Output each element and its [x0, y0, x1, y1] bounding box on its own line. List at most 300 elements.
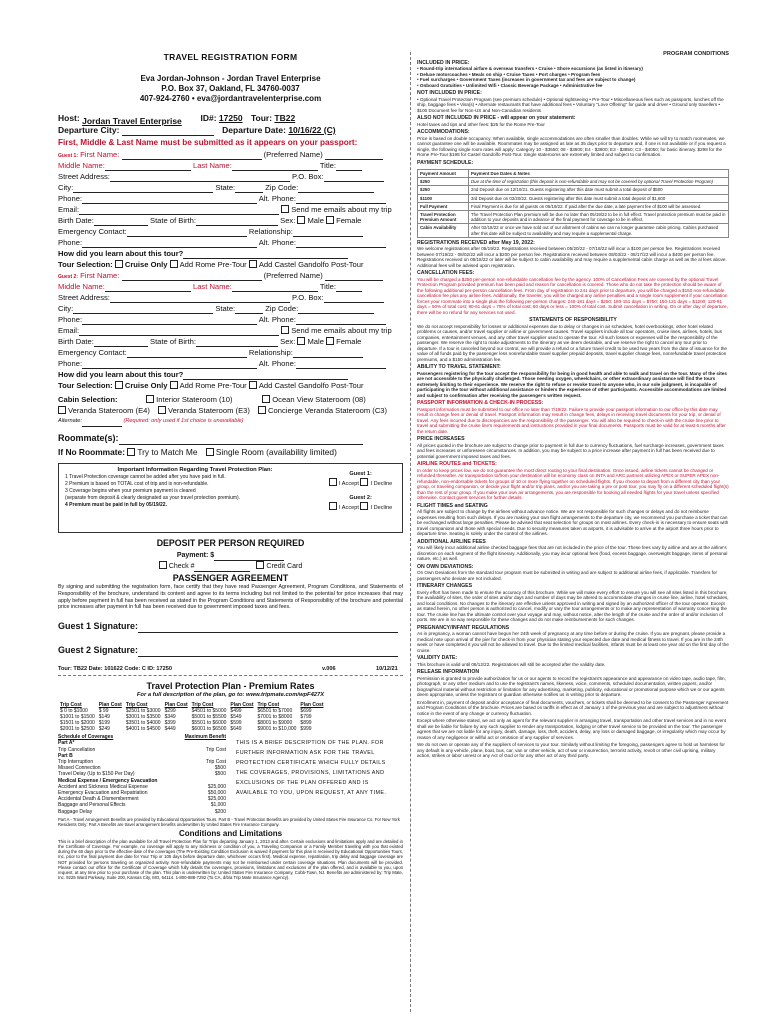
guest-1-male-label: Male	[307, 216, 324, 225]
guest-1-emergency-row	[58, 226, 403, 237]
guest-1-birth-label: Birth Date:	[58, 216, 94, 225]
departure-date-value: 10/16/22 (C)	[288, 125, 336, 135]
departure-date-label: Departure Date:	[222, 125, 286, 135]
table-row	[418, 202, 729, 210]
tp-guest-2-accept-checkbox[interactable]	[329, 502, 337, 510]
flight-times-heading: FLIGHT TIMES and SEATING	[417, 502, 488, 509]
guest-2-emergency-label: Emergency Contact:	[58, 348, 127, 357]
schedule-value: $25,000	[207, 796, 226, 803]
guest-2-birth-field[interactable]	[94, 337, 148, 347]
cabin-row-2	[58, 405, 403, 416]
airline-routes-heading: AIRLINE ROUTES and TICKETS:	[417, 461, 497, 468]
guest-2-middle-row	[58, 281, 403, 292]
plan-col-2-h1: Trip Cost	[125, 702, 148, 709]
plan-col-4-h2: Plan Cost	[300, 702, 324, 709]
guest-1-send-emails-checkbox[interactable]	[281, 205, 289, 213]
guest-2-middle-field[interactable]	[105, 282, 191, 292]
guest-2-male-label: Male	[307, 337, 324, 346]
plan-col-4	[255, 702, 325, 732]
guest-1-phone2-label: Phone:	[58, 238, 83, 247]
tour-label: Tour:	[250, 113, 273, 123]
schedule-label: Part A*	[58, 740, 75, 747]
plan-col-3-h2: Plan Cost	[230, 702, 254, 709]
alternate-row	[58, 416, 403, 427]
guest-1-pobox-field[interactable]	[324, 172, 384, 182]
guest-1-alt-phone-label: Alt. Phone:	[258, 194, 296, 203]
plan-title: Travel Protection Plan - Premium Rates	[146, 681, 315, 692]
guest-2-alt-phone-field[interactable]	[296, 315, 386, 325]
cancellation-text: You will be charged a $250 per-person non-refundable cancellation fee by the agency. 100% of Cancellation Fees are covered by the optional Travel Protection Program provided premium has been paid and reason for cancellation is covered. Those who do not take the protection should be aware of the following additional per-person cancellation fees. From day of registration to 241 days prior to departure, you will be charged a $150 non-refundable cancellation fee plus any airline fees. Additionally, the traveler, you will be charged any airline penalties and a single room supplement if your cancellation forces your roommate into a single plus the following per-person charges: 240-181 days = $250; 180-151 days = $750; 150-121 days = $1200; 120-91 days = 50% of total cost; 90-61 days = 75% of total cost; 60 days or less = 100% of total cost. Submit cancellation in writing. On or after day of departure, there will be no refund for any services not used.	[417, 276, 728, 315]
cabin-veranda-e3-label: Veranda Stateroom (E3)	[168, 406, 250, 415]
accommodations-heading: ACCOMMODATIONS:	[417, 129, 470, 135]
passport-notice: First, Middle & Last Name must be submitted as it appears on your passport:	[58, 138, 358, 147]
cabin-interior-checkbox[interactable]	[146, 395, 154, 403]
guest-1-zip-field[interactable]	[298, 183, 374, 193]
signature-1-field[interactable]	[138, 623, 398, 633]
guest-2-city-row	[58, 303, 403, 314]
included-line-2: • Deluxe motorcoaches • Meals on ship • Cruise Taxes • Port charges • Program fees	[417, 71, 601, 77]
guest-1-email-label: Email:	[58, 205, 80, 214]
try-match-label: Try to Match Me	[137, 447, 198, 457]
schedule-label: Accidental Death & Dismemberment	[58, 796, 139, 803]
plan-c1-r3b: $199	[98, 720, 110, 727]
guest-1-birth-field[interactable]	[94, 216, 148, 226]
host-value: Jordan Travel Enterprise	[82, 116, 182, 126]
plan-c4-r1a: $6501 to $7000	[257, 708, 293, 715]
guest-2-alt-phone2-field[interactable]	[296, 359, 386, 369]
plan-col-3-h1: Trip Cost	[191, 702, 214, 709]
own-deviations-heading: ON OWN DEVIATIONS:	[417, 563, 474, 570]
schedule-label: Accident and Sickness Medical Expense	[58, 783, 148, 790]
roommate-row	[58, 431, 403, 445]
guest-2-first-name-label: First Name:	[80, 271, 120, 280]
responsibility-heading: STATEMENTS OF RESPONSIBILITY	[529, 317, 617, 324]
guest-1-city-field[interactable]	[73, 183, 213, 193]
company-contact: 407-924-2760 • eva@jordantravelenterprise.com	[139, 94, 322, 103]
guest-1-alt-phone2-field[interactable]	[296, 238, 386, 248]
pay-note: The Travel Protection Plan premium will be due no later than 05/19/22 to be in full effect. Travel protection premium must be paid in addition to your deposits and in advance of the final payment for coverage to be in effect.	[469, 211, 729, 224]
guest-2-street-field[interactable]	[110, 293, 290, 303]
accommodations-text: Price is based on double occupancy. When available, single accommodations are often smaller than doubles. While we will try to match roommates, we cannot guarantee one will be available. Roommates may be assigned as late as 35 days prior to departure and, if one is not available or if you request a single, the following single room rates will apply: Category 10 - $3550; 08 - $3600; E4 - $3800; E3 - $3850; C3 - $4050; for basic itinerary. $298 for the Rome Pre-Tour $198 for Castel Gandolfo Post-Tour. Single staterooms are extremely limited and subject to confirmation.	[417, 135, 726, 157]
guest-1-how-label: How did you learn about this tour?	[58, 249, 184, 258]
roommate-label: Roommate(s):	[58, 433, 119, 443]
plan-c1-r3a: $1501 to $2000	[60, 720, 95, 727]
guest-2-state-field[interactable]	[235, 304, 263, 314]
plan-c3-r1a: $4501 to $5000	[191, 708, 227, 715]
plan-subtitle: For a full description of the plan, go to: www.tripmate.com/wpF427X	[136, 692, 325, 699]
table-row	[418, 186, 729, 194]
passport-text: Passport information must be submitted to our office no later than 7/19/22. Failure to provide your passport information to our office by this date may result in change fees or denial of travel. Passport information may result in change fees, delays in receiving travel documents for your trip, or denial of travel. Any fees incurred due to discrepancies are the responsibility of the passenger. You will also be required to check-in with the cruise line prior to travel and submitting the cruise line's requirements and instructions provided in your final documents. Passports must be valid for at least 6 months after the return date.	[417, 406, 726, 434]
schedule-label: Emergency Evacuation and Repatriation	[58, 790, 148, 797]
guest-2-birth-row	[58, 336, 403, 347]
guest-1-middle-row	[58, 160, 403, 171]
guest-1-alt-phone-field[interactable]	[296, 194, 386, 204]
tp-choices	[329, 470, 392, 512]
guest-1-preferred-label: (Preferred Name)	[263, 150, 323, 159]
guest-2-relationship-field[interactable]	[293, 348, 363, 358]
guest-2-city-field[interactable]	[73, 304, 213, 314]
plan-c3-r4a: $6001 to $6500	[191, 726, 227, 733]
company-name: Eva Jordan-Johnson - Jordan Travel Enterprise	[140, 74, 321, 83]
guest-2-emergency-field[interactable]	[127, 348, 247, 358]
tp-item-3b: (separate from deposit & clearly designated as your travel protection premium).	[65, 495, 241, 501]
guest-1-alt-phone2-label: Alt. Phone:	[258, 238, 296, 247]
tp-guest-1-label: Guest 1:	[349, 471, 372, 477]
plan-c1-r1b: $ 99	[98, 708, 109, 715]
plan-c1-r2b: $149	[98, 714, 110, 721]
departure-city-label: Departure City:	[58, 125, 120, 135]
plan-c4-r4b: $999	[300, 726, 312, 733]
schedule-value: Trip Cost	[205, 759, 226, 765]
guest-2-state-label: State:	[215, 304, 236, 313]
included-line-3: • Fuel surcharges • Government Taxes (increases in government tax and fees are subject to change)	[417, 77, 636, 82]
cabin-concierge-label: Concierge Veranda Stateroom (C3)	[268, 406, 388, 415]
alternate-field[interactable]	[82, 420, 122, 427]
plan-col-2-h2: Plan Cost	[164, 702, 188, 709]
schedule-label: Trip Interruption	[58, 759, 94, 765]
schedule-label: Travel Delay (Up to $150 Per Day)	[58, 771, 135, 778]
signature-1-label: Guest 1 Signature:	[58, 621, 139, 632]
passport-heading: PASSPORT INFORMATION & CHECK-IN PROCESS:	[417, 400, 544, 407]
guest-1-title-label: Title:	[319, 161, 336, 170]
form-footer	[58, 665, 403, 673]
guest-1-send-emails-label: Send me emails about my trip	[291, 205, 392, 214]
guest-1-relationship-field[interactable]	[293, 227, 363, 237]
plan-c3-r4b: $649	[230, 726, 242, 733]
guest-2-last-field[interactable]	[232, 282, 318, 292]
if-no-roommate-row	[58, 445, 403, 459]
guest-2-state-birth-label: State of Birth:	[150, 337, 197, 346]
guest-1-heading: Guest 1:	[58, 153, 79, 159]
guest-2-email-field[interactable]	[79, 326, 279, 336]
roommate-field[interactable]	[119, 435, 363, 445]
guest-2-zip-label: Zip Code:	[265, 304, 299, 313]
tp-item-1: 1 Travel Protection coverage cannot be added after you have paid in full.	[65, 474, 226, 480]
plan-c1-r1a: $ 0 to $1000	[60, 708, 88, 715]
guest-2-how-field[interactable]	[183, 370, 348, 380]
pay-note: Due at the time of registration (this deposit is non-refundable and may not be covered by optional Travel Protection Program)	[469, 178, 729, 186]
single-room-checkbox[interactable]	[206, 448, 214, 456]
guest-1-cruise-only-checkbox[interactable]	[115, 260, 123, 268]
last-text: We do not own or operate any of the suppliers of services to your tour. Similarly without limiting the foregoing, passengers agree to hold us harmless for any default in any vehicle, plane, boat, bus, car, van or other vehicle, act of war or insurrection, terrorist activity, revolt or other civil uprising, military action, strikes or labor unrest or any Act of God or for any other act of any third party.	[417, 742, 725, 759]
agreement-text: By signing and submitting the registration form, face certify that they have read Passenger Agreement, Program Conditions, and Statements of Responsibility of the brochure, understand its content and agree to its terms including but not limited to the potential for price increases that may apply before payment in full has been received as stated in the Program Conditions and Statements of Responsibility of the brochure and potential price increases after payment in full has been received due to government imposed taxes and fees.	[58, 584, 403, 611]
guest-1-male-checkbox[interactable]	[297, 216, 305, 224]
plan-c2-r1b: $299	[164, 708, 176, 715]
itinerary-changes-text: Every effort has been made to ensure the accuracy of this brochure. While we will make every effort to ensure you will see all sites listed in this brochure, the availability of sites, the order of sites and/or days and number of days may be altered to accommodate changes in cruise line, airline, hotel schedules, and local conditions. No changes to the itinerary are effective unless approved in writing and signed by an authorized officer of the tour operator. Except as stated herein, no other person is authorized to cancel, modify or vary the tour arrangements or to make any representation of warranty concerning the tour. The cruise line has the ultimate control over your voyage and may, without notice, alter the length of the cruise and the order of and/or inclusion of ports. We are in no way responsible for these changes and do not make reimbursements for such changes.	[417, 589, 729, 623]
guest-2-how-row	[58, 369, 403, 380]
tp-box-items	[65, 474, 325, 509]
included-heading: INCLUDED IN PRICE:	[417, 59, 470, 66]
guest-2-alt-phone-label: Alt. Phone:	[258, 315, 296, 324]
guest-2-male-checkbox[interactable]	[297, 337, 305, 345]
guest-1-rome-checkbox[interactable]	[170, 260, 178, 268]
itinerary-changes-heading: ITINERARY CHANGES	[417, 583, 473, 590]
schedule-value: $200	[214, 808, 226, 815]
guest-2-phone-field[interactable]	[82, 315, 257, 325]
guest-1-city-label: City:	[58, 183, 74, 192]
guest-1-emergency-label: Emergency Contact:	[58, 227, 127, 236]
cabin-veranda-e3-checkbox[interactable]	[158, 406, 166, 414]
try-match-checkbox[interactable]	[127, 448, 135, 456]
check-number-field[interactable]	[194, 562, 250, 572]
airline-fees-text: You will likely incur additional airline checked baggage fees that are not included in the price of the tour. These fees vary by airline and are at the airline's discretion on each segment of the flight itinerary. Additionally, you may incur optional fees (food, excess baggage, overweight baggage, items of personal nature, etc.) as well.	[417, 545, 728, 562]
payment-schedule-table	[417, 169, 729, 238]
pay-note: 3rd Deposit due on 03/20/22. Guests registering after this date must submit a total deposit of $1,600	[469, 194, 729, 202]
guest-2-send-emails-checkbox[interactable]	[281, 326, 289, 334]
guest-2-phone-label: Phone:	[58, 315, 83, 324]
pay-amount: $1100	[418, 194, 469, 202]
guest-2-sex-label: Sex:	[280, 337, 296, 346]
signature-2-field[interactable]	[138, 647, 398, 657]
airline-routes-text: In order to keep prices low, we do not guarantee the most direct routing to your final destination. Once issued, airline tickets cannot be changed or refunded thereafter. Air transportation to/from your destination will be economy class on INTA and ARC partners utilizing APEX or SUPER APEX non-refundable, non-endorsable tickets for groups of 10 or more flying together on scheduled flights. If you choose to depart from a different city than your group, or traveling companion, or decide your flight and/or trip plans, and/or you are taking a pre or post tour, you may fly on a different scheduled flight(s) than the rest of your group. If you make your own air arrangements, you are responsible for booking all needed flights for your travel unless specified otherwise. Contact guest services for further details.	[417, 467, 729, 501]
table-row	[418, 170, 729, 178]
release-text: Permission is granted to provide authorization for us or our agents to record the registrant's appearance and appearance on video tape, audio tape, film, photograph, or any other medium and to use the registrant's names, likeness, voice, comments, scheduled documentation, written papers, and/or biographical material without restriction or limitation for any advertising, marketing, publicity, educational or promotional purpose which we or our agents deem appropriate, unless the registrant or guardian otherwise notifies us in writing prior to departure.	[417, 675, 726, 698]
plan-c3-r2b: $549	[230, 714, 242, 721]
included-line-4: • Onboard Gratuities • Unlimited Wifi • Classic Beverage Package • Administrative fee	[417, 82, 603, 88]
plan-col-2	[124, 702, 190, 732]
guest-1-emergency-field[interactable]	[127, 227, 247, 237]
deposit-title: DEPOSIT PER PERSON REQUIRED	[156, 538, 305, 548]
guest-1-phone-field[interactable]	[82, 194, 257, 204]
cabin-row-1	[58, 394, 403, 405]
guest-2-title-field[interactable]	[336, 282, 362, 292]
plan-c3-r2a: $5001 to $5500	[191, 714, 227, 721]
guest-2-phone2-field[interactable]	[82, 359, 257, 369]
signature-2-label: Guest 2 Signature:	[58, 645, 139, 656]
payment-schedule-heading: PAYMENT SCHEDULE:	[417, 159, 474, 166]
cabin-ocean-label: Ocean View Stateroom (08)	[272, 395, 366, 404]
guest-1-block	[58, 149, 403, 270]
tp-guest-1-accept: I Accept	[339, 481, 359, 487]
guest-2-block	[58, 270, 403, 391]
registrations-heading: REGISTRATIONS RECEIVED after May 19, 2022:	[417, 239, 535, 246]
if-no-roommate-label: If No Roommate:	[58, 447, 125, 457]
release-heading: RELEASE INFORMATION	[417, 669, 480, 676]
tp-guest-1-accept-checkbox[interactable]	[329, 478, 337, 486]
guest-1-phone-label: Phone:	[58, 194, 83, 203]
schedule-list	[58, 734, 226, 815]
conditions-title: Conditions and Limitations	[178, 828, 283, 838]
guest-1-castel-label: Add Castel Gandolfo Post-Tour	[258, 260, 364, 269]
guest-2-phone2-label: Phone:	[58, 359, 83, 368]
guest-2-female-label: Female	[336, 337, 362, 346]
guest-1-first-name-field[interactable]	[122, 150, 262, 160]
guest-1-title-field[interactable]	[336, 161, 362, 171]
payment-row	[58, 550, 403, 561]
guest-1-state-field[interactable]	[235, 183, 263, 193]
plan-brief-description: THIS IS A BRIEF DESCRIPTION OF THE PLAN. FOR FURTHER INFORMATION ASK FOR THE TRAVEL PROTECTION CERTIFICATE WHICH FULLY DETAILS THE COVERAGES, PROVISIONS, LIMITATIONS AND EXCLUSIONS OF THE PLAN OFFERED AND IS AVAILABLE TO YOU, UPON REQUEST, AT ANY TIME.	[236, 740, 387, 797]
guest-2-city-label: City:	[58, 304, 74, 313]
guest-1-phone-row	[58, 193, 403, 204]
schedule-value: $1,000	[210, 802, 226, 809]
travel-protection-box	[58, 463, 403, 533]
plan-c2-r4b: $449	[164, 726, 176, 733]
plan-col-1-h1: Trip Cost	[60, 702, 82, 709]
registrations-text: We welcome registrations after 05/19/22. Registrations received between 05/20/22 - 07/18/22 will incur a $100 per person fee. Registrations received between 07/19/22 - 08/02/22 will incur a $200 per person fee. Registrations received between 08/03/22 - 08/17/22 will incur a $400 per person fee. Registrations received on 08/18/22 or later will be subject to cabin availability and may require a supplemental cabin charge as well as the al fees above. Additional fees will be advised upon registration.	[417, 246, 727, 268]
guest-1-middle-label: Middle Name:	[58, 161, 105, 170]
signature-1-row	[58, 619, 403, 633]
departure-city-field[interactable]	[122, 126, 214, 136]
guest-1-email-field[interactable]	[79, 205, 279, 215]
ability-heading: ABILITY TO TRAVEL STATEMENT:	[417, 364, 501, 371]
pay-amount: Full Payment	[418, 202, 469, 210]
guest-1-selection-row	[58, 259, 403, 270]
guest-2-first-name-field[interactable]	[122, 271, 262, 281]
footer-version: v.006	[322, 666, 336, 673]
guest-2-castel-checkbox[interactable]	[249, 381, 257, 389]
guest-1-rome-label: Add Rome Pre-Tour	[179, 260, 247, 269]
pay-amount: $250	[418, 178, 469, 186]
pay-note: 2nd Deposit due on 12/10/21. Guests registering after this date must submit a total deposit of $500	[469, 186, 729, 194]
guest-1-last-field[interactable]	[232, 161, 318, 171]
cabin-concierge-checkbox[interactable]	[258, 406, 266, 414]
guest-2-preferred-label: (Preferred Name)	[263, 271, 323, 280]
guest-2-state-birth-field[interactable]	[196, 337, 278, 347]
footer-tour: Tour: TB22 Date: 101622 Code: C ID: 17250	[58, 666, 172, 673]
table-row	[418, 178, 729, 186]
guest-1-zip-label: Zip Code:	[265, 183, 299, 192]
plan-c4-r2b: $799	[300, 714, 312, 721]
alternate-note: (Required: only used if 1st choice is unavailable)	[123, 418, 244, 424]
guest-1-how-field[interactable]	[183, 249, 348, 259]
plan-col-1-h2: Plan Cost	[98, 702, 122, 709]
also-not-included-text: Hotel taxes and tips and other fees: $25 for the Rome Pre-Tour	[417, 121, 545, 127]
form-divider	[58, 675, 403, 676]
tp-guest-2-decline-checkbox[interactable]	[360, 502, 368, 510]
guest-1-street-row	[58, 171, 403, 182]
single-room-label: Single Room (availability limited)	[215, 447, 337, 457]
guest-2-birth-label: Birth Date:	[58, 337, 94, 346]
guest-2-middle-label: Middle Name:	[58, 282, 105, 291]
host-label: Host:	[58, 113, 80, 123]
schedule-label: Missed Connection	[58, 765, 101, 772]
schedule-label: Trip Cancellation	[58, 746, 96, 753]
guest-1-female-label: Female	[336, 216, 362, 225]
tp-item-4: 4 Premium must be paid in full by 05/19/22.	[65, 502, 167, 508]
cabin-veranda-e4-label: Veranda Stateroom (E4)	[68, 406, 150, 415]
guest-2-cruise-only-checkbox[interactable]	[115, 381, 123, 389]
guest-2-pobox-field[interactable]	[324, 293, 384, 303]
credit-card-checkbox[interactable]	[256, 561, 264, 569]
schedule-label: Medical Expense / Emergency Evacuation	[58, 777, 158, 784]
plan-c3-r3a: $5501 to $6000	[191, 720, 227, 727]
guest-2-female-checkbox[interactable]	[326, 337, 334, 345]
alternate-label: Alternate:	[58, 418, 82, 424]
validity-text: This brochure is valid until 06/12/22. Registrations will still be accepted after the validity date.	[417, 661, 606, 667]
guest-2-preferred-field[interactable]	[325, 271, 383, 281]
guest-2-name-row	[58, 270, 403, 281]
pregnancy-heading: PREGNANCY/INFANT REGULATIONS	[417, 624, 510, 631]
guest-2-selection-row	[58, 380, 403, 391]
pay-note: Payment Due Dates & Notes	[469, 170, 729, 178]
footer-date: 10/12/21	[376, 666, 398, 673]
plan-c4-r2a: $7001 to $8000	[257, 714, 293, 721]
guest-2-how-label: How did you learn about this tour?	[58, 370, 184, 379]
cancellation-heading: CANCELLATION FEES:	[417, 270, 475, 277]
guest-1-birth-row	[58, 215, 403, 226]
cabin-veranda-e4-checkbox[interactable]	[58, 406, 66, 414]
guest-2-alt-phone2-label: Alt. Phone:	[258, 359, 296, 368]
plan-c3-r1b: $499	[230, 708, 242, 715]
cabin-ocean-checkbox[interactable]	[262, 395, 270, 403]
check-checkbox[interactable]	[159, 561, 167, 569]
plan-c3-r3b: $599	[230, 720, 242, 727]
guest-2-phone-row	[58, 314, 403, 325]
tp-guest-1-decline: I Decline	[370, 481, 393, 487]
guest-1-female-checkbox[interactable]	[326, 216, 334, 224]
guest-1-state-birth-label: State of Birth:	[150, 216, 197, 225]
guest-1-selection-label: Tour Selection:	[58, 260, 113, 269]
guest-1-middle-field[interactable]	[105, 161, 191, 171]
plan-c4-r4a: $9001 to $10,000	[257, 726, 297, 733]
guest-2-send-emails-label: Send me emails about my trip	[291, 326, 392, 335]
schedule-value: $500	[214, 765, 226, 772]
pay-amount: Cabin Availability	[418, 224, 469, 237]
guest-2-rome-checkbox[interactable]	[170, 381, 178, 389]
not-included-text: • Optional Travel Protection Program (see premium schedule) • Optional sightseeing • Pre-Tour • Miscellaneous fees such as passports, lunches off the ship, baggage fees • Visa(s) • Alternate restaurants that have additional fees • Voluntary "Love Offering" for guide and driver • Ground only travellers • $100 Document fee for Non-US and Non-Canadian residents	[417, 96, 724, 113]
guest-1-street-label: Street Address:	[58, 172, 110, 181]
guest-2-emergency-row	[58, 347, 403, 358]
guest-2-pobox-label: P.O. Box:	[292, 293, 324, 302]
guest-2-cruise-only-label: Cruise Only	[124, 381, 168, 390]
included-line-1: • Round-trip international airfare & overseas transfers • Cruise • Shore excursions (as listed in itinerary)	[417, 66, 643, 71]
id-value: 17250	[218, 113, 243, 123]
guest-2-heading: Guest 2:	[58, 274, 79, 280]
enrollment-text: Enrollment in, payment of deposit and/or acceptance of final documents, vouchers, or tickets shall be deemed to be consent to the Passenger Agreement and Program Conditions of the brochure. Prices are based on tariffs in effect as of January 1 of the previous year and are subject to adjustment without notice in the event of any change or currency fluctuation.	[417, 699, 729, 716]
plan-c1-r4b: $249	[98, 726, 110, 733]
schedule-row	[58, 809, 226, 815]
schedule-label: Baggage Delay	[58, 808, 93, 815]
guest-1-preferred-field[interactable]	[325, 150, 383, 160]
check-label: Check #	[168, 563, 195, 570]
guest-2-last-label: Last Name:	[192, 282, 232, 291]
plan-c4-r3a: $8001 to $9000	[257, 720, 293, 727]
table-row	[418, 211, 729, 224]
guest-1-sex-label: Sex:	[280, 216, 296, 225]
guest-2-email-label: Email:	[58, 326, 80, 335]
guest-1-street-field[interactable]	[110, 172, 290, 182]
schedule-label: Baggage and Personal Effects	[58, 802, 126, 809]
guest-2-street-label: Street Address:	[58, 293, 110, 302]
departure-row	[58, 124, 403, 136]
also-not-included-heading: ALSO NOT INCLUDED IN PRICE - will appear on your statement:	[417, 115, 576, 121]
tp-guest-1-decline-checkbox[interactable]	[360, 478, 368, 486]
pay-note: Final Payment is due for all guests on 05/19/22. If paid after the due date, a late payment fee of $100 will be assessed.	[469, 202, 729, 210]
payment-field[interactable]	[214, 551, 284, 561]
credit-card-label: Credit Card	[266, 563, 303, 570]
guest-2-zip-field[interactable]	[298, 304, 374, 314]
guest-2-rome-label: Add Rome Pre-Tour	[179, 381, 247, 390]
guest-1-relationship-label: Relationship:	[248, 227, 293, 236]
guest-1-castel-checkbox[interactable]	[249, 260, 257, 268]
schedule-title: Schedule of Coverages	[58, 734, 114, 741]
schedule-label: Part B	[58, 752, 73, 759]
host-row	[58, 112, 403, 124]
tp-guest-2-accept: I Accept	[339, 505, 359, 511]
schedule-section	[58, 734, 403, 815]
guest-1-phone2-field[interactable]	[82, 238, 257, 248]
guest-1-state-birth-field[interactable]	[196, 216, 278, 226]
pay-note: After 02/18/22 or once we have sold out of our allotment of cabins we can no longer guarantee cabin pricing. Cabins purchased after this date will be subject to availability and may require a supplemental charge.	[469, 224, 729, 237]
pay-method-row	[58, 561, 403, 572]
flight-times-text: All flights are subject to change by the airlines without advance notice. We are not responsible for such changes or delays and do not reimburse expenses resulting from such delays. If you are making your own flight arrangements to the departure city, we recommend you purchase a ticket that can be exchanged without large penalties. Please be advised that seat selection for groups on most airlines. Every check-in is necessary to ensure seats with travel companions and those with special needs. Due to security measures taken at airports, it is advisable to arrive at the airport three hours prior to departure time. Seating is solely under the control of the airlines.	[417, 509, 729, 537]
pay-amount: Travel Protection Premium Amount	[418, 211, 469, 224]
pregnancy-text: As in pregnancy, a woman cannot have begun her 24th week of pregnancy at any time before or during the cruise. If you are pregnant, please provide a medical note upon arrival of the pier for check-in from your physician stating your expected due date and medical fitness to travel. If you are in the 24th week or have completed it you will not be allowed to travel. Due to the limited medical facilities, infants must be at least one year old on the first day of the cruise.	[417, 631, 729, 653]
responsibility-text: We do not accept responsibility for losses or additional expenses due to delay or changes in air schedules, hotel overbookings, other hotel related problems or causes, and/or travel supplier or airline or government causes. Travel suppliers include all tour operators, cruise lines, airlines, hotels, bus companies, entertainment venues, and any other travel supplier used to operate the tour. All such losses or expenses will be the responsibility of the passenger. We reserve the right to make adjustments to the itinerary as we deem desirable, and we reserve the right to cancel any tour prior to departure. If a tour is canceled beyond our control, we will provide a refund or a future travel credit to be used two years from the date of issuance for the value of all funds paid by the passenger less nonrefundable travel supplier prepaid deposits, travel supplier change fees, nonrefundable travel protection premiums, and a $150 administration fee.	[417, 323, 727, 362]
plan-c2-r3b: $399	[164, 720, 176, 727]
table-row	[418, 224, 729, 237]
pay-amount: $250	[418, 186, 469, 194]
